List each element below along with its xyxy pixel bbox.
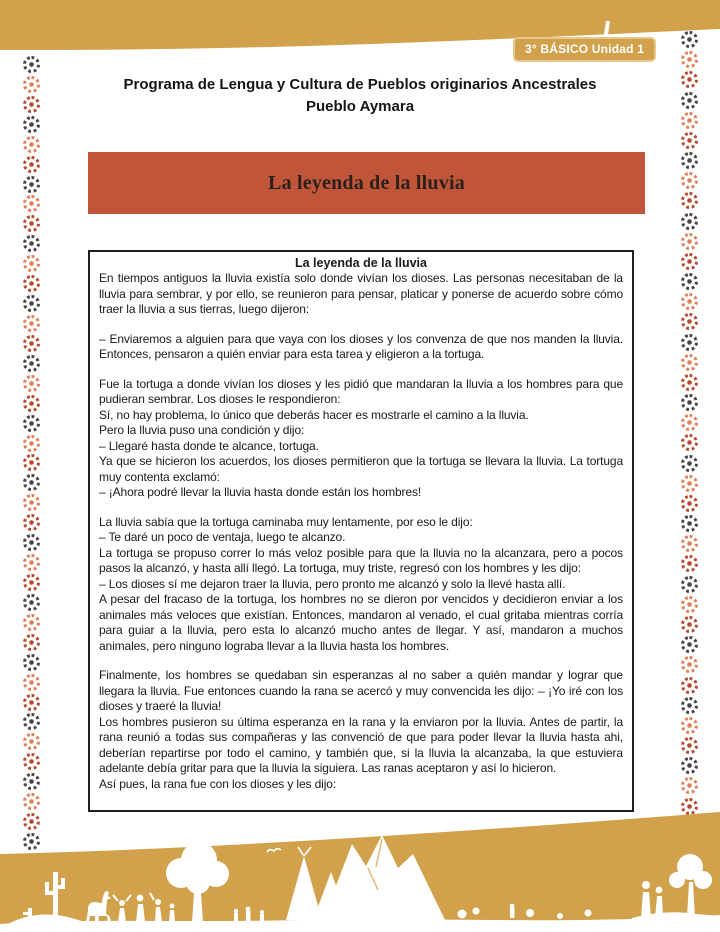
story-paragraph: Ya que se hicieron los acuerdos, los dioses permitieron que la tortuga se llevara la lluvia. La tortuga muy contenta exclamó: (99, 454, 623, 484)
rosette-icon (23, 195, 40, 212)
rosette-icon (23, 315, 40, 332)
story-paragraph: – Te daré un poco de ventaja, luego te alcanzo. (99, 530, 346, 544)
rosette-icon (681, 455, 698, 472)
story-title: La leyenda de la lluvia (294, 256, 427, 270)
rosette-icon (23, 275, 40, 292)
rosette-icon (23, 514, 40, 531)
rosette-icon (23, 554, 40, 571)
lesson-title: La leyenda de la lluvia (268, 171, 465, 194)
rosette-icon (23, 574, 40, 591)
rosette-icon (23, 534, 40, 551)
rosette-icon (23, 435, 40, 452)
rosette-icon (681, 697, 698, 714)
rosette-icon (681, 555, 698, 572)
rosette-icon (681, 313, 698, 330)
story-paragraph: La tortuga se propuso correr lo más veloz posible para que la lluvia no la alcanzara, pero a pocos pasos la alcanzó, y hasta allí llegó. La tortuga, muy triste, regresó con los hombres y les dijo: (99, 545, 623, 575)
rosette-icon (23, 355, 40, 372)
unit-badge: 3° BÁSICO Unidad 1 (513, 37, 656, 62)
story-paragraph: Sí, no hay problema, lo único que deberás hacer es mostrarle el camino a la lluvia. (99, 407, 529, 422)
rosette-icon (681, 777, 698, 794)
story-paragraph: Fue la tortuga a donde vivían los dioses y les pidió que mandaran la lluvia a los hombres para que pudieran sembrar. Los dioses le respondieron: (99, 376, 623, 406)
rosette-icon (23, 375, 40, 392)
rosette-icon (681, 576, 698, 593)
rosette-icon (23, 335, 40, 352)
story-paragraph: Pero la lluvia puso una condición y dijo: (99, 423, 305, 437)
rosette-icon (681, 636, 698, 653)
rosette-icon (681, 273, 698, 290)
story-paragraph: Así pues, la rana fue con los dioses y les dijo: (99, 776, 337, 791)
story-paragraph: Finalmente, los hombres se quedaban sin esperanzas al no saber a quién mandar y lograr que llegara la lluvia. Fue entonces cuando la rana se acercó y muy convencida les dijo: – ¡Yo iré con los dioses y traeré la lluvia! (99, 668, 623, 713)
rosette-icon (23, 395, 40, 412)
rosette-icon (681, 475, 698, 492)
rosette-icon (23, 474, 40, 491)
left-decorative-border (21, 56, 41, 850)
rosette-icon (681, 192, 698, 209)
story-paragraph: – Enviaremos a alguien para que vaya con los dioses y los convenza de que nos manden la lluvia. Entonces, pensaron a quién enviar para esta tarea y eligieron a la tortuga. (99, 331, 623, 361)
rosette-icon (681, 656, 698, 673)
rosette-icon (23, 793, 40, 810)
rosette-icon (23, 76, 40, 93)
rosette-icon (681, 535, 698, 552)
right-decorative-border (679, 31, 699, 855)
rosette-icon (23, 295, 40, 312)
rosette-icon (681, 757, 698, 774)
rosette-icon (681, 677, 698, 694)
rosette-icon (23, 694, 40, 711)
rosette-icon (681, 31, 698, 48)
rosette-icon (23, 494, 40, 511)
rosette-icon (681, 172, 698, 189)
rosette-icon (23, 454, 40, 471)
rosette-icon (23, 773, 40, 790)
rosette-icon (681, 434, 698, 451)
rosette-icon (681, 334, 698, 351)
story-paragraph: Los hombres pusieron su última esperanza en la rana y la enviaron por la lluvia. Antes de partir, la rana reunió a todas sus compañeras y las convenció de que para poder llevar la lluvia hasta ahi, deberían repartirse por todo el camino, y también que, si la lluvia la alcanzaba, la que estuviera adelante debía gritar para que la lluvia la siguiera. Las ranas aceptaron y así lo hicieron. (99, 714, 623, 775)
rosette-icon (681, 374, 698, 391)
rosette-icon (23, 255, 40, 272)
story-paragraph: En tiempos antiguos la lluvia existía solo donde vivían los dioses. Las personas necesitaban de la lluvia para sembrar, y por ello, se reunieron para pensar, platicar y ponerse de acuerdo sobre cómo traer la lluvia a sus tierras, luego dijeron: (99, 271, 623, 316)
rosette-icon (681, 213, 698, 230)
rosette-icon (681, 737, 698, 754)
rosette-icon (681, 253, 698, 270)
rosette-icon (681, 596, 698, 613)
rosette-icon (23, 713, 40, 730)
rosette-icon (23, 235, 40, 252)
rosette-icon (23, 56, 40, 73)
story-paragraph: – Los dioses sí me dejaron traer la lluvia, pero pronto me alcanzó y solo la llevé hasta allí. (99, 576, 566, 591)
story-paragraph: – Llegaré hasta donde te alcance, tortuga. (99, 438, 319, 453)
rosette-icon (681, 515, 698, 532)
rosette-icon (23, 176, 40, 193)
rosette-icon (23, 674, 40, 691)
rosette-icon (681, 51, 698, 68)
rosette-icon (681, 414, 698, 431)
rosette-icon (23, 215, 40, 232)
rosette-icon (23, 654, 40, 671)
rosette-icon (23, 96, 40, 113)
rosette-icon (23, 733, 40, 750)
rosette-icon (681, 495, 698, 512)
program-title-line1: Programa de Lengua y Cultura de Pueblos originarios Ancestrales (123, 76, 597, 93)
rosette-icon (681, 132, 698, 149)
rosette-icon (681, 354, 698, 371)
rosette-icon (681, 616, 698, 633)
story-paragraph: La lluvia sabía que la tortuga caminaba muy lentamente, por eso le dijo: (99, 514, 473, 529)
andean-landscape-illustration (0, 810, 720, 932)
rosette-icon (681, 112, 698, 129)
rosette-icon (23, 594, 40, 611)
rosette-icon (23, 156, 40, 173)
rosette-icon (23, 415, 40, 432)
rosette-icon (23, 753, 40, 770)
story-text-box (88, 250, 634, 812)
program-title-line2: Pueblo Aymara (305, 98, 415, 115)
rosette-icon (23, 116, 40, 133)
rosette-icon (23, 634, 40, 651)
rosette-icon (681, 152, 698, 169)
lesson-title-banner (88, 152, 645, 214)
rosette-icon (681, 394, 698, 411)
story-paragraph: – ¡Ahora podré llevar la lluvia hasta donde están los hombres! (99, 485, 422, 499)
rosette-icon (681, 293, 698, 310)
small-figure (510, 904, 515, 918)
rosette-icon (681, 233, 698, 250)
rosette-icon (681, 92, 698, 109)
rosette-icon (23, 614, 40, 631)
story-paragraph: A pesar del fracaso de la tortuga, los hombres no se dieron por vencidos y decidieron enviar a los animales más veloces que existían. Entonces, mandaron al venado, el cual gritaba mientras corría para guiar a la lluvia, pero esta lo alcanzó mucho antes de llegar. Y así, mandaron a muchos animales, pero ninguno lograba llevar a la lluvia hasta los hombres. (99, 592, 623, 653)
rosette-icon (681, 717, 698, 734)
rosette-icon (681, 71, 698, 88)
rosette-icon (23, 136, 40, 153)
